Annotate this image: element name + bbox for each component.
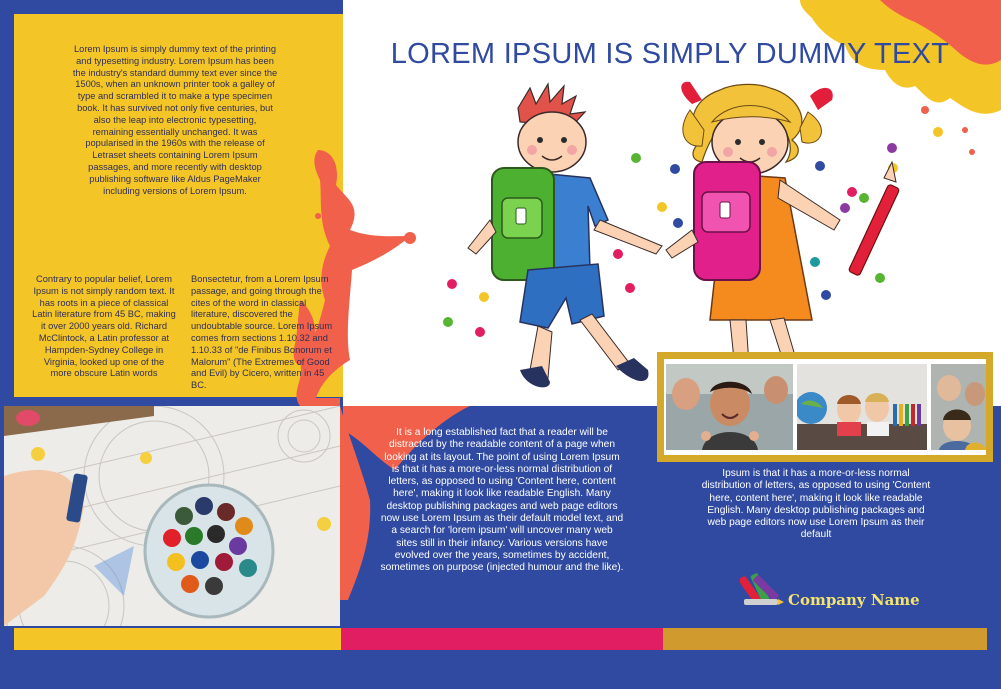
kids-cartoon-illustration	[440, 70, 900, 400]
company-name: Company Name	[788, 591, 920, 609]
classroom-photo-2	[797, 364, 927, 450]
pencils-logo-icon	[740, 569, 784, 611]
column-2-paragraph: Bonsectetur, from a Lorem Ipsum passage, and going through the cites of the word in classical literature, discovered the undoubtable source. Lorem Ipsum comes from sections 1.10.32 and 1.10.33 of "de Finibus Bonorum et Malorum" (The Extremes of Good and Evil) by Cicero, written in 45 BC.	[191, 274, 333, 391]
classroom-photo-3	[931, 364, 986, 450]
page-title: LOREM IPSUM IS SIMPLY DUMMY TEXT	[390, 38, 950, 70]
right-paragraph: Ipsum is that it has a more-or-less normal distribution of letters, as opposed to using 'Content here, content here', making it look like readable English. Many desktop publishing packages and web page editors now use Lorem Ipsum as their default	[701, 468, 931, 541]
classroom-photo-1	[666, 364, 793, 450]
crayons-jar-photo	[4, 406, 340, 626]
middle-paragraph: It is a long established fact that a reader will be distracted by the readable content of a page when looking at its layout. The point of using Lorem Ipsum is that it has a more-or-less normal distribution of letters, as opposed to using 'Content here, content here', making it look like readable English. Many desktop publishing packages and web page editors now use Lorem Ipsum as their default model text, and a search for 'lorem ipsum' will uncover many web sites still in their infancy. Various versions have evolved over the years, sometimes by accident, sometimes on purpose (injected humour and the like).	[380, 427, 624, 574]
footer-bar-yellow	[14, 628, 341, 650]
footer-bar-gold	[663, 628, 987, 650]
intro-paragraph: Lorem Ipsum is simply dummy text of the printing and typesetting industry. Lorem Ipsum has been the industry's standard dummy text ever since the 1500s, when an unknown printer took a galley of type and scrambled it to make a type specimen book. It has survived not only five centuries, but also the leap into electronic typesetting, remaining essentially unchanged. It was popularised in the 1960s with the release of Letraset sheets containing Lorem Ipsum passages, and more recently with desktop publishing software like Aldus PageMaker including versions of Lorem Ipsum.	[72, 44, 278, 196]
footer-bar-pink	[341, 628, 663, 650]
column-1-paragraph: Contrary to popular belief, Lorem Ipsum is not simply random text. It has roots in a piece of classical Latin literature from 45 BC, making it over 2000 years old. Richard McClintock, a Latin professor at Hampden-Sydney College in Virginia, looked up one of the more obscure Latin words	[32, 274, 176, 379]
